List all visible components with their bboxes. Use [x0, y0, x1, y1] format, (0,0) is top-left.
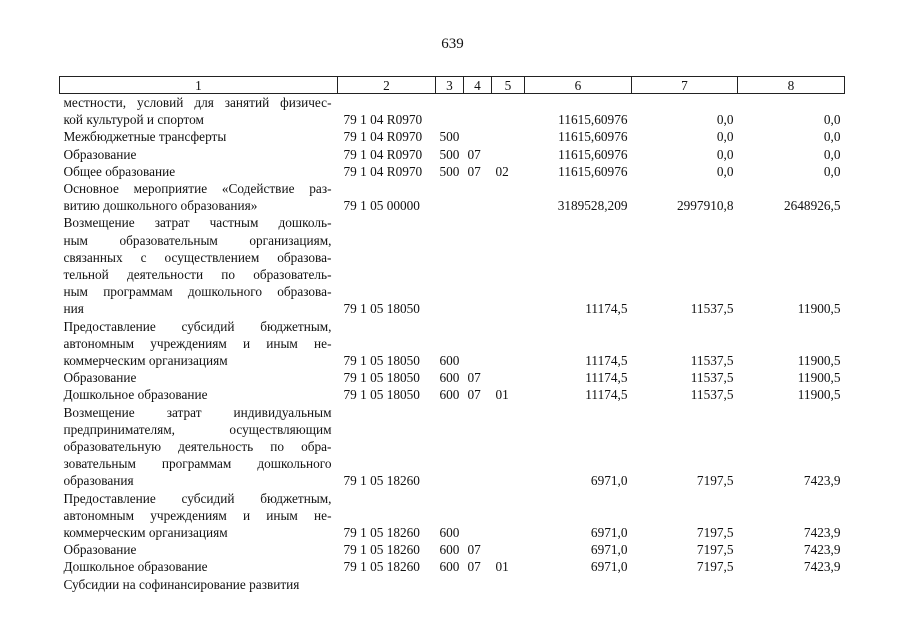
amount-col-7-cell: 7197,5 [696, 542, 734, 558]
header-col-6: 6 [525, 77, 632, 94]
amount-col-7-cell: 11537,5 [690, 353, 734, 369]
table-row [60, 576, 845, 593]
page-number: 639 [441, 36, 464, 52]
amount-col-8-cell: 0,0 [823, 146, 841, 162]
subsection-cell [492, 541, 525, 558]
header-col-8: 8 [738, 77, 845, 94]
header-col-3: 3 [436, 77, 464, 94]
amount-col-8-cell: 11900,5 [797, 301, 841, 317]
amount-col-6-cell: 11615,60976 [558, 129, 628, 145]
amount-col-7-cell: 0,0 [716, 129, 734, 145]
header-col-7: 7 [632, 77, 738, 94]
section-cell [464, 128, 492, 145]
table-row [60, 541, 845, 558]
section-cell [464, 214, 492, 317]
item-name-cell [60, 180, 338, 214]
item-name-line: Предоставление субсидий бюджетным, [63, 490, 332, 506]
amount-col-6-cell [525, 576, 632, 593]
amount-col-8-cell: 0,0 [823, 163, 841, 179]
amount-col-6-cell: 11615,60976 [558, 112, 628, 128]
amount-col-7-cell: 11537,5 [690, 370, 734, 386]
amount-col-8-cell: 7423,9 [803, 525, 841, 541]
table-row [60, 163, 845, 180]
subsection-cell [492, 318, 525, 370]
subsection-cell [492, 214, 525, 317]
item-name-line: Возмещение затрат частным дошколь- [63, 215, 332, 231]
table-row [60, 404, 845, 490]
subsection-cell [492, 94, 525, 129]
expense-type-cell: 600 [439, 387, 460, 403]
item-name-line: кой культурой и спортом [63, 112, 204, 128]
amount-col-8-cell [738, 576, 845, 593]
expense-type-cell: 600 [439, 370, 460, 386]
subsection-cell [492, 404, 525, 490]
expense-type-cell: 500 [439, 129, 460, 145]
item-name-line: Субсидии на софинансирование развития [63, 576, 300, 592]
amount-col-8-cell: 11900,5 [797, 353, 841, 369]
item-name-cell [60, 404, 338, 490]
section-cell: 07 [467, 387, 481, 403]
expense-type-cell [436, 94, 464, 129]
code-cell: 79 1 05 00000 [343, 198, 420, 214]
item-name-line: предпринимателям, осуществляющим [63, 421, 332, 437]
amount-col-7-cell: 0,0 [716, 146, 734, 162]
expense-type-cell: 500 [439, 146, 460, 162]
item-name-line: Дошкольное образование [63, 387, 208, 403]
subsection-cell [492, 576, 525, 593]
subsection-cell: 01 [495, 387, 509, 403]
code-cell: 79 1 05 18050 [343, 353, 420, 369]
item-name-line: витию дошкольного образования» [63, 198, 258, 214]
item-name-cell [60, 369, 338, 386]
section-cell [464, 180, 492, 214]
section-cell [464, 404, 492, 490]
section-cell [464, 490, 492, 542]
amount-col-8-cell: 7423,9 [803, 473, 841, 489]
amount-col-7-cell: 0,0 [716, 112, 734, 128]
amount-col-7-cell: 11537,5 [690, 387, 734, 403]
item-name-cell [60, 163, 338, 180]
item-name-cell [60, 558, 338, 575]
amount-col-7-cell: 0,0 [716, 163, 734, 179]
amount-col-8-cell: 7423,9 [803, 559, 841, 575]
amount-col-6-cell: 6971,0 [590, 542, 628, 558]
item-name-cell [60, 128, 338, 145]
table-row [60, 318, 845, 370]
table-row [60, 369, 845, 386]
subsection-cell: 02 [495, 163, 509, 179]
item-name-cell [60, 541, 338, 558]
item-name-line: ным образовательным организациям, [63, 232, 332, 248]
item-name-cell [60, 94, 338, 129]
amount-col-8-cell: 0,0 [823, 112, 841, 128]
item-name-line: Возмещение затрат индивидуальным [63, 404, 332, 420]
code-cell [338, 576, 436, 593]
expense-type-cell [436, 180, 464, 214]
subsection-cell [492, 369, 525, 386]
item-name-line: коммерческим организациям [63, 525, 228, 541]
budget-table [59, 76, 845, 593]
item-name-line: тельной деятельности по образователь- [63, 267, 332, 283]
section-cell [464, 94, 492, 129]
expense-type-cell: 500 [439, 163, 460, 179]
amount-col-8-cell: 7423,9 [803, 542, 841, 558]
code-cell: 79 1 04 R0970 [343, 112, 423, 128]
amount-col-7-cell: 7197,5 [696, 473, 734, 489]
header-row [60, 77, 845, 94]
code-cell: 79 1 05 18260 [343, 542, 420, 558]
code-cell: 79 1 05 18050 [343, 301, 420, 317]
table-row [60, 214, 845, 317]
item-name-cell [60, 146, 338, 163]
amount-col-8-cell: 0,0 [823, 129, 841, 145]
code-cell: 79 1 04 R0970 [343, 163, 423, 179]
item-name-line: коммерческим организациям [63, 353, 228, 369]
code-cell: 79 1 04 R0970 [343, 129, 423, 145]
amount-col-8-cell: 11900,5 [797, 370, 841, 386]
subsection-cell: 01 [495, 559, 509, 575]
table-row [60, 128, 845, 145]
amount-col-7-cell [632, 576, 738, 593]
amount-col-6-cell: 6971,0 [590, 525, 628, 541]
table-header [60, 77, 845, 94]
amount-col-6-cell: 6971,0 [590, 473, 628, 489]
code-cell: 79 1 05 18260 [343, 473, 420, 489]
expense-type-cell: 600 [439, 542, 460, 558]
item-name-cell [60, 490, 338, 542]
amount-col-8-cell: 11900,5 [797, 387, 841, 403]
header-col-5: 5 [492, 77, 525, 94]
item-name-cell [60, 214, 338, 317]
subsection-cell [492, 146, 525, 163]
table-row [60, 146, 845, 163]
expense-type-cell [436, 404, 464, 490]
item-name-cell [60, 386, 338, 403]
section-cell: 07 [467, 370, 481, 386]
item-name-line: Образование [63, 370, 137, 386]
subsection-cell [492, 128, 525, 145]
amount-col-6-cell: 11174,5 [585, 353, 628, 369]
table-row [60, 558, 845, 575]
table-row [60, 490, 845, 542]
item-name-line: зовательным программам дошкольного [63, 456, 332, 472]
expense-type-cell: 600 [439, 525, 460, 541]
item-name-line: образовательную деятельность по обра- [63, 439, 332, 455]
item-name-line: Предоставление субсидий бюджетным, [63, 318, 332, 334]
amount-col-7-cell: 7197,5 [696, 525, 734, 541]
item-name-cell [60, 318, 338, 370]
section-cell: 07 [467, 542, 481, 558]
subsection-cell [492, 490, 525, 542]
code-cell: 79 1 05 18260 [343, 525, 420, 541]
amount-col-6-cell: 11174,5 [585, 387, 628, 403]
amount-col-6-cell: 11615,60976 [558, 146, 628, 162]
amount-col-6-cell: 11174,5 [585, 301, 628, 317]
item-name-line: Образование [63, 542, 137, 558]
expense-type-cell: 600 [439, 559, 460, 575]
code-cell: 79 1 05 18260 [343, 559, 420, 575]
amount-col-7-cell: 7197,5 [696, 559, 734, 575]
section-cell: 07 [467, 559, 481, 575]
amount-col-6-cell: 11174,5 [585, 370, 628, 386]
section-cell [464, 576, 492, 593]
item-name-line: Образование [63, 146, 137, 162]
table-body [60, 94, 845, 593]
item-name-line: связанных с осуществлением образова- [63, 249, 332, 265]
item-name-line: Основное мероприятие «Содействие раз- [63, 181, 332, 197]
header-col-2: 2 [338, 77, 436, 94]
item-name-line: автономным учреждениям и иным не- [63, 335, 332, 351]
code-cell: 79 1 05 18050 [343, 387, 420, 403]
section-cell: 07 [467, 146, 481, 162]
amount-col-8-cell: 2648926,5 [783, 198, 841, 214]
section-cell: 07 [467, 163, 481, 179]
item-name-line: Межбюджетные трансферты [63, 129, 227, 145]
item-name-line: автономным учреждениям и иным не- [63, 507, 332, 523]
amount-col-7-cell: 2997910,8 [676, 198, 734, 214]
subsection-cell [492, 180, 525, 214]
item-name-line: Дошкольное образование [63, 559, 208, 575]
header-col-1: 1 [60, 77, 338, 94]
header-col-4: 4 [464, 77, 492, 94]
item-name-line: местности, условий для занятий физичес- [63, 95, 332, 110]
code-cell: 79 1 04 R0970 [343, 146, 423, 162]
item-name-line: Общее образование [63, 163, 176, 179]
item-name-line: образования [63, 473, 134, 489]
section-cell [464, 318, 492, 370]
expense-type-cell [436, 576, 464, 593]
table-row [60, 180, 845, 214]
amount-col-6-cell: 3189528,209 [557, 198, 628, 214]
item-name-line: ния [63, 301, 84, 317]
amount-col-6-cell: 6971,0 [590, 559, 628, 575]
item-name-line: ным программам дошкольного образова- [63, 284, 332, 300]
code-cell: 79 1 05 18050 [343, 370, 420, 386]
amount-col-7-cell: 11537,5 [690, 301, 734, 317]
table-row [60, 386, 845, 403]
amount-col-6-cell: 11615,60976 [558, 163, 628, 179]
expense-type-cell: 600 [439, 353, 460, 369]
item-name-cell [60, 576, 338, 593]
table-row [60, 94, 845, 129]
expense-type-cell [436, 214, 464, 317]
